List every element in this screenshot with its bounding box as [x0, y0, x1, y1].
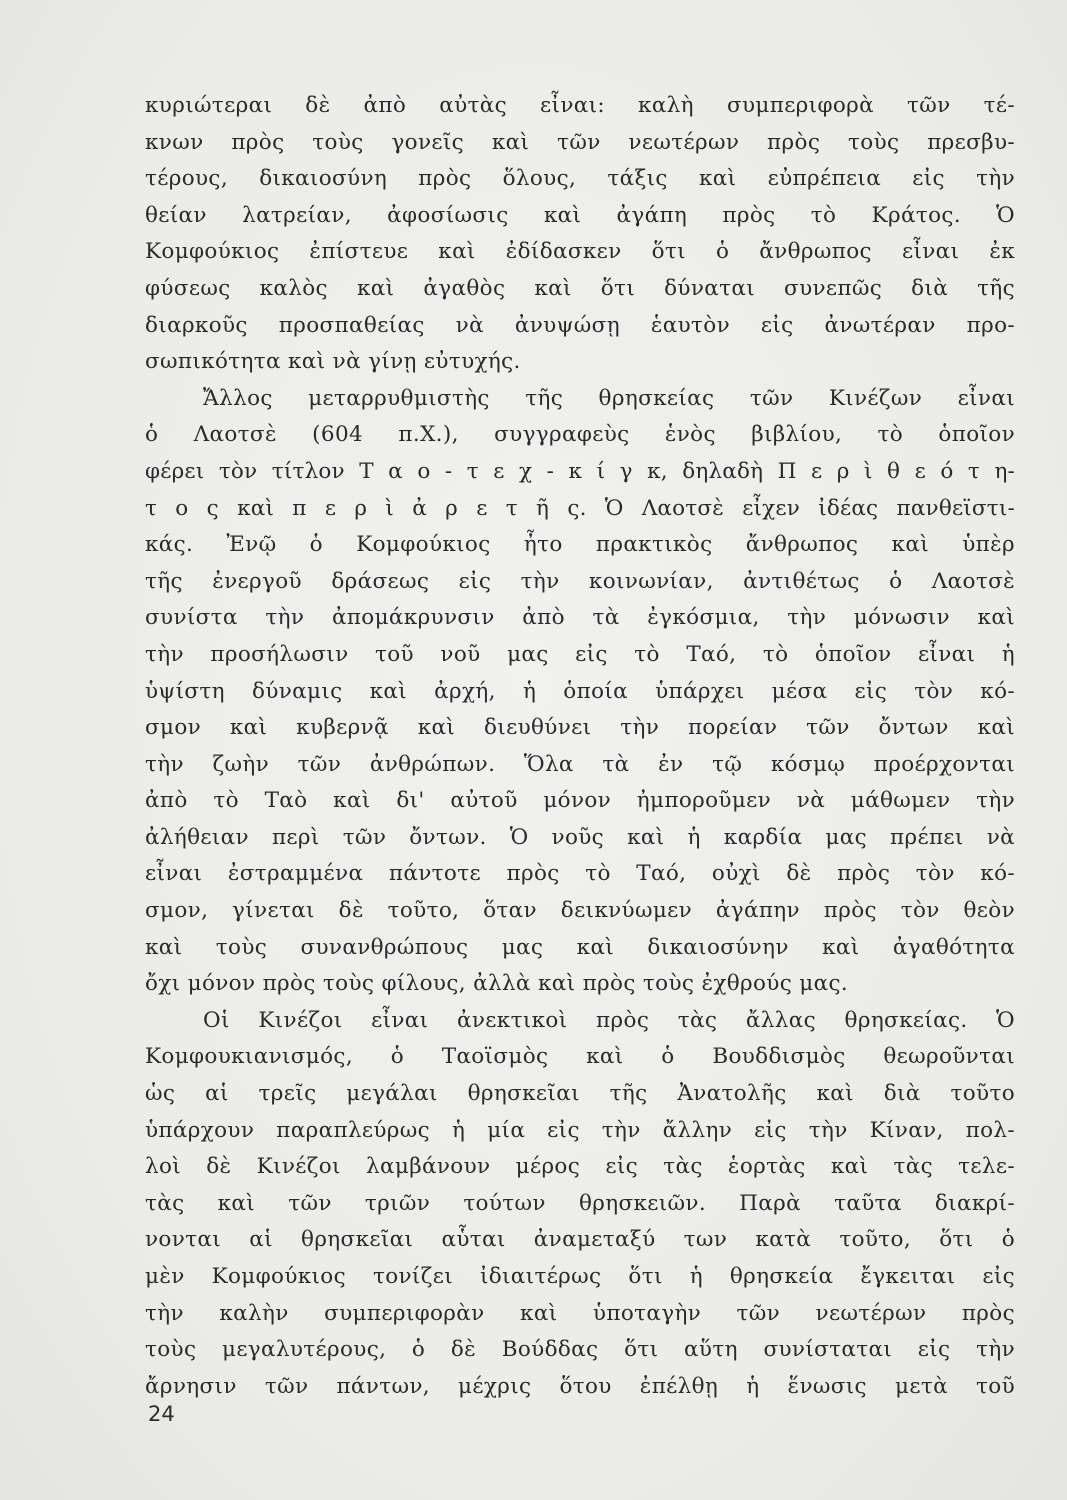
text-line: ὄχι μόνον πρὸς τοὺς φίλους, ἀλλὰ καὶ πρὸς τοὺς ἐχθρούς μας.	[145, 971, 849, 997]
text-line: τ ο ς καὶ π ε ρ ὶ ἀ ρ ε τ ῆ ς. Ὁ Λαοτσὲ εἶχεν ἰδέας πανθεϊστι-	[145, 495, 1015, 521]
text-line: ἀπὸ τὸ Ταὸ καὶ δι' αὐτοῦ μόνον ἠμποροῦμεν νὰ μάθωμεν τὴν	[145, 788, 1015, 814]
text-line: κάς. Ἐνῷ ὁ Κομφούκιος ἦτο πρακτικὸς ἄνθρωπος καὶ ὑπὲρ	[145, 532, 1015, 558]
text-line: νονται αἱ θρησκεῖαι αὗται ἀναμεταξύ των κατὰ τοῦτο, ὅτι ὁ	[145, 1227, 1015, 1253]
text-line: τῆς ἐνεργοῦ δράσεως εἰς τὴν κοινωνίαν, ἀντιθέτως ὁ Λαοτσὲ	[145, 568, 1015, 594]
text-line: κνων πρὸς τοὺς γονεῖς καὶ τῶν νεωτέρων πρὸς τοὺς πρεσβυ-	[145, 129, 1015, 155]
text-line: τὴν ζωὴν τῶν ἀνθρώπων. Ὅλα τὰ ἐν τῷ κόσμῳ προέρχονται	[145, 751, 1015, 777]
text-line: φύσεως καλὸς καὶ ἀγαθὸς καὶ ὅτι δύναται συνεπῶς διὰ τῆς	[145, 275, 1015, 301]
text-line: καὶ τοὺς συνανθρώπους μας καὶ δικαιοσύνην καὶ ἀγαθότητα	[145, 934, 1015, 960]
text-line: σμον καὶ κυβερνᾷ καὶ διευθύνει τὴν πορείαν τῶν ὄντων καὶ	[145, 715, 1015, 741]
text-line: διαρκοῦς προσπαθείας νὰ ἀνυψώσῃ ἑαυτὸν εἰς ἀνωτέραν προ-	[145, 312, 1015, 338]
text-line: ὁ Λαοτσὲ (604 π.Χ.), συγγραφεὺς ἑνὸς βιβλίου, τὸ ὁποῖον	[145, 422, 1015, 448]
text-line: τέρους, δικαιοσύνη πρὸς ὅλους, τάξις καὶ εὐπρέπεια εἰς τὴν	[145, 166, 1015, 192]
body-text	[145, 88, 1015, 1405]
text-line: τὴν καλὴν συμπεριφορὰν καὶ ὑποταγὴν τῶν νεωτέρων πρὸς	[145, 1300, 1015, 1326]
text-line: Κομφούκιος ἐπίστευε καὶ ἐδίδασκεν ὅτι ὁ ἄνθρωπος εἶναι ἐκ	[145, 239, 1015, 265]
text-line: λοὶ δὲ Κινέζοι λαμβάνουν μέρος εἰς τὰς ἑορτὰς καὶ τὰς τελε-	[145, 1154, 1015, 1180]
text-line: κυριώτεραι δὲ ἀπὸ αὐτὰς εἶναι: καλὴ συμπεριφορὰ τῶν τέ-	[145, 93, 1015, 118]
text-line: σωπικότητα καὶ νὰ γίνῃ εὐτυχής.	[145, 349, 521, 375]
text-line: τὰς καὶ τῶν τριῶν τούτων θρησκειῶν. Παρὰ ταῦτα διακρί-	[145, 1190, 1015, 1216]
text-line: φέρει τὸν τίτλον Τ α ο - τ ε χ - κ ί γ κ, δηλαδὴ Π ε ρ ὶ θ ε ό τ η-	[145, 458, 1015, 484]
text-line: ὑψίστη δύναμις καὶ ἀρχή, ἡ ὁποία ὑπάρχει μέσα εἰς τὸν κό-	[145, 678, 1015, 704]
text-line: ὡς αἱ τρεῖς μεγάλαι θρησκεῖαι τῆς Ἀνατολῆς καὶ διὰ τοῦτο	[145, 1081, 1015, 1107]
text-line: ἀλήθειαν περὶ τῶν ὄντων. Ὁ νοῦς καὶ ἡ καρδία μας πρέπει νὰ	[145, 824, 1015, 850]
text-line: ὑπάρχουν παραπλεύρως ἡ μία εἰς τὴν ἄλλην εἰς τὴν Κίναν, πολ-	[145, 1117, 1015, 1143]
text-line: τὴν προσήλωσιν τοῦ νοῦ μας εἰς τὸ Ταό, τὸ ὁποῖον εἶναι ἡ	[145, 641, 1015, 667]
paragraph-start-line: Οἱ Κινέζοι εἶναι ἀνεκτικοὶ πρὸς τὰς ἄλλας θρησκείας. Ὁ	[203, 1007, 1015, 1033]
text-line: ἄρνησιν τῶν πάντων, μέχρις ὅτου ἐπέλθῃ ἡ ἕνωσις μετὰ τοῦ	[145, 1373, 1015, 1399]
text-line: συνίστα τὴν ἀπομάκρυνσιν ἀπὸ τὰ ἐγκόσμια, τὴν μόνωσιν καὶ	[145, 605, 1015, 631]
paragraph-start-line: Ἄλλος μεταρρυθμιστὴς τῆς θρησκείας τῶν Κινέζων εἶναι	[203, 385, 1015, 411]
text-line: εἶναι ἐστραμμένα πάντοτε πρὸς τὸ Ταό, οὐχὶ δὲ πρὸς τὸν κό-	[145, 861, 1015, 887]
text-line: Κομφουκιανισμός, ὁ Ταοϊσμὸς καὶ ὁ Βουδδισμὸς θεωροῦνται	[145, 1044, 1015, 1070]
text-line: σμον, γίνεται δὲ τοῦτο, ὅταν δεικνύωμεν ἀγάπην πρὸς τὸν θεὸν	[145, 898, 1015, 924]
text-line: τοὺς μεγαλυτέρους, ὁ δὲ Βούδδας ὅτι αὕτη συνίσταται εἰς τὴν	[145, 1337, 1015, 1363]
text-line: μὲν Κομφούκιος τονίζει ἰδιαιτέρως ὅτι ἡ θρησκεία ἔγκειται εἰς	[145, 1264, 1015, 1289]
page-number: 24	[148, 1402, 175, 1426]
text-line: θείαν λατρείαν, ἀφοσίωσις καὶ ἀγάπη πρὸς τὸ Κράτος. Ὁ	[145, 202, 1015, 228]
